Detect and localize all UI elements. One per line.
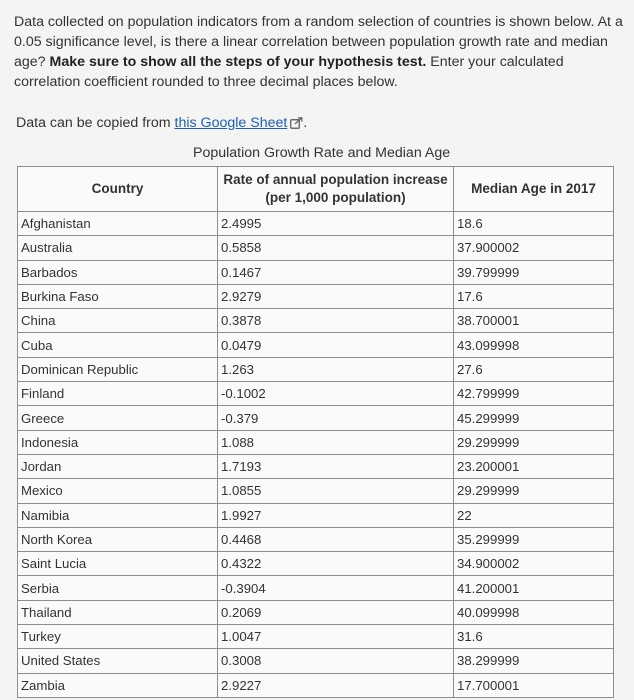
table-row [18, 406, 614, 430]
cell-median-age: 41.200001 [454, 576, 614, 600]
cell-rate: 2.9227 [218, 673, 454, 697]
table-row [18, 382, 614, 406]
cell-median-age: 27.6 [454, 357, 614, 381]
table-row [18, 625, 614, 649]
cell-median-age: 18.6 [454, 212, 614, 236]
cell-median-age: 43.099998 [454, 333, 614, 357]
cell-median-age: 23.200001 [454, 454, 614, 478]
table-row [18, 430, 614, 454]
question-intro: Data collected on population indicators from a random selection of countries is shown below. At a 0.05 significance level, is there a linear correlation between population growth rate and median age? [14, 14, 623, 70]
cell-median-age: 29.299999 [454, 430, 614, 454]
cell-rate: 0.1467 [218, 260, 454, 284]
header-country: Country [18, 167, 218, 212]
table-row [18, 673, 614, 697]
table-row [18, 552, 614, 576]
cell-median-age: 17.6 [454, 284, 614, 308]
cell-rate: 0.0479 [218, 333, 454, 357]
cell-rate: 0.5858 [218, 236, 454, 260]
cell-median-age: 34.900002 [454, 552, 614, 576]
table-row [18, 357, 614, 381]
table-row [18, 454, 614, 478]
table-row [18, 503, 614, 527]
cell-median-age: 31.6 [454, 625, 614, 649]
table-row [18, 284, 614, 308]
cell-rate: 1.0855 [218, 479, 454, 503]
cell-rate: 0.3008 [218, 649, 454, 673]
cell-rate: 2.4995 [218, 212, 454, 236]
cell-rate: 1.0047 [218, 625, 454, 649]
cell-rate: 0.4468 [218, 527, 454, 551]
cell-median-age: 45.299999 [454, 406, 614, 430]
cell-country: Mexico [18, 479, 218, 503]
cell-median-age: 42.799999 [454, 382, 614, 406]
cell-median-age: 29.299999 [454, 479, 614, 503]
cell-country: Namibia [18, 503, 218, 527]
cell-rate: 0.2069 [218, 600, 454, 624]
cell-median-age: 37.900002 [454, 236, 614, 260]
cell-country: United States [18, 649, 218, 673]
table-row [18, 333, 614, 357]
cell-country: Saint Lucia [18, 552, 218, 576]
cell-country: Afghanistan [18, 212, 218, 236]
population-data-table [17, 166, 614, 698]
cell-rate: -0.379 [218, 406, 454, 430]
cell-country: Thailand [18, 600, 218, 624]
table-row [18, 600, 614, 624]
cell-rate: 1.7193 [218, 454, 454, 478]
table-row [18, 212, 614, 236]
cell-country: Burkina Faso [18, 284, 218, 308]
cell-rate: -0.3904 [218, 576, 454, 600]
cell-rate: 0.4322 [218, 552, 454, 576]
cell-country: Greece [18, 406, 218, 430]
copy-prefix: Data can be copied from [16, 115, 175, 131]
cell-median-age: 38.299999 [454, 649, 614, 673]
copy-suffix: . [303, 115, 308, 131]
cell-median-age: 40.099998 [454, 600, 614, 624]
cell-median-age: 39.799999 [454, 260, 614, 284]
cell-country: Indonesia [18, 430, 218, 454]
table-row [18, 576, 614, 600]
table-row [18, 309, 614, 333]
cell-country: Zambia [18, 673, 218, 697]
cell-median-age: 22 [454, 503, 614, 527]
table-row [18, 649, 614, 673]
cell-country: China [18, 309, 218, 333]
header-rate: Rate of annual population increase (per 1,000 population) [218, 167, 454, 212]
cell-country: Barbados [18, 260, 218, 284]
cell-country: Cuba [18, 333, 218, 357]
table-row [18, 527, 614, 551]
cell-country: Australia [18, 236, 218, 260]
table-header-row [18, 167, 614, 212]
cell-country: Serbia [18, 576, 218, 600]
question-text [14, 12, 626, 92]
table-row [18, 236, 614, 260]
cell-rate: 1.9927 [218, 503, 454, 527]
cell-country: Finland [18, 382, 218, 406]
table-caption: Population Growth Rate and Median Age [193, 145, 451, 161]
cell-rate: 0.3878 [218, 309, 454, 333]
cell-rate: -0.1002 [218, 382, 454, 406]
table-row [18, 479, 614, 503]
table-body [18, 212, 614, 698]
cell-country: Dominican Republic [18, 357, 218, 381]
external-link-icon[interactable] [290, 115, 303, 135]
cell-country: Turkey [18, 625, 218, 649]
question-outro: Enter your calculated correlation coefficient rounded to three decimal places below. [14, 54, 564, 90]
cell-median-age: 35.299999 [454, 527, 614, 551]
google-sheet-link[interactable]: this Google Sheet [174, 115, 288, 131]
cell-country: North Korea [18, 527, 218, 551]
cell-country: Jordan [18, 454, 218, 478]
cell-rate: 1.263 [218, 357, 454, 381]
question-instruction-bold: Make sure to show all the steps of your hypothesis test. [49, 54, 427, 70]
cell-median-age: 17.700001 [454, 673, 614, 697]
cell-rate: 1.088 [218, 430, 454, 454]
table-row [18, 260, 614, 284]
copy-source-line [16, 113, 307, 135]
cell-rate: 2.9279 [218, 284, 454, 308]
header-median-age: Median Age in 2017 [454, 167, 614, 212]
cell-median-age: 38.700001 [454, 309, 614, 333]
